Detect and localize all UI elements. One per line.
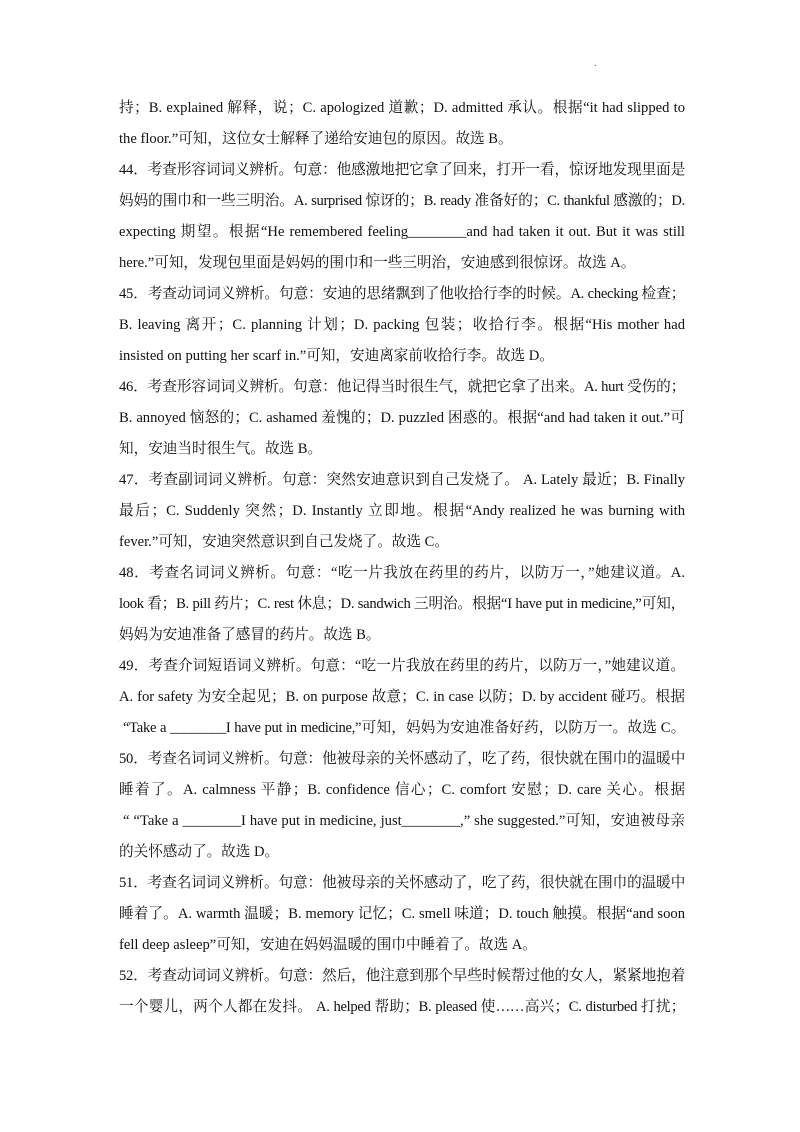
- header-dot: .: [594, 58, 597, 69]
- text-line: A. for safety 为安全起见；B. on purpose 故意；C. in case 以防；D. by accident 碰巧。根据: [119, 689, 685, 705]
- text-line: 睡着了。A. calmness 平静；B. confidence 信心；C. comfort 安慰；D. care 关心。根据: [119, 782, 685, 798]
- text-line: 最后；C. Suddenly 突然；D. Instantly 立即地。根据“Andy realized he was burning with: [119, 503, 685, 519]
- text-line: 52．考查动词词义辨析。句意：然后，他注意到那个早些时候帮过他的女人，紧紧地抱着: [119, 968, 685, 984]
- text-line: 45．考查动词词义辨析。句意：安迪的思绪飘到了他收拾行李的时候。A. checking 检查；: [119, 286, 685, 302]
- text-line: “ “Take a ________I have put in medicine, just________,” she suggested.”可知，安迪被母亲: [123, 813, 685, 829]
- answer-explanations: [119, 97, 685, 1027]
- text-line: 睡着了。A. warmth 温暖；B. memory 记忆；C. smell 味道；D. touch 触摸。根据“and soon: [119, 906, 685, 922]
- text-line: 50．考查名词词义辨析。句意：他被母亲的关怀感动了，吃了药，很快就在围巾的温暖中: [119, 751, 685, 767]
- text-line: 44．考查形容词词义辨析。句意：他感激地把它拿了回来，打开一看，惊讶地发现里面是: [119, 162, 685, 178]
- text-line: the floor.”可知，这位女士解释了递给安迪包的原因。故选 B。: [119, 131, 513, 147]
- text-line: look 看；B. pill 药片；C. rest 休息；D. sandwich 三明治。根据“I have put in medicine,”可知，: [119, 596, 685, 612]
- text-line: B. leaving 离开；C. planning 计划；D. packing 包装；收拾行李。根据“His mother had: [119, 317, 685, 333]
- text-line: fever.”可知，安迪突然意识到自己发烧了。故选 C。: [119, 534, 449, 550]
- text-line: fell deep asleep”可知，安迪在妈妈温暖的围巾中睡着了。故选 A。: [119, 937, 537, 953]
- text-line: 47．考查副词词义辨析。句意：突然安迪意识到自己发烧了。 A. Lately 最近；B. Finally: [119, 472, 685, 488]
- text-line: 一个婴儿，两个人都在发抖。 A. helped 帮助；B. pleased 使……高兴；C. disturbed 打扰；: [119, 999, 685, 1015]
- text-line: “Take a ________I have put in medicine,”可知，妈妈为安迪准备好药，以防万一。故选 C。: [123, 720, 685, 736]
- text-line: 妈妈为安迪准备了感冒的药片。故选 B。: [119, 627, 381, 643]
- text-line: 知，安迪当时很生气。故选 B。: [119, 441, 323, 457]
- text-line: B. annoyed 恼怒的；C. ashamed 羞愧的；D. puzzled 困惑的。根据“and had taken it out.”可: [119, 410, 685, 426]
- text-line: 持；B. explained 解释，说；C. apologized 道歉；D. admitted 承认。根据“it had slipped to: [119, 100, 685, 116]
- text-line: 49．考查介词短语词义辨析。句意：“吃一片我放在药里的药片，以防万一，”她建议道。: [119, 658, 685, 674]
- text-line: insisted on putting her scarf in.”可知，安迪离家前收拾行李。故选 D。: [119, 348, 554, 364]
- text-line: 48．考查名词词义辨析。句意：“吃一片我放在药里的药片，以防万一，”她建议道。A.: [119, 565, 685, 581]
- text-line: 的关怀感动了。故选 D。: [119, 844, 280, 860]
- text-line: expecting 期望。根据“He remembered feeling________and had taken it out. But it was still: [119, 224, 685, 240]
- text-line: 46．考查形容词词义辨析。句意：他记得当时很生气，就把它拿了出来。A. hurt 受伤的；: [119, 379, 685, 395]
- text-line: 妈妈的围巾和一些三明治。A. surprised 惊讶的；B. ready 准备好的；C. thankful 感激的；D.: [119, 193, 685, 209]
- text-line: here.”可知，发现包里面是妈妈的围巾和一些三明治，安迪感到很惊讶。故选 A。: [119, 255, 636, 271]
- text-line: 51．考查名词词义辨析。句意：他被母亲的关怀感动了，吃了药，很快就在围巾的温暖中: [119, 875, 685, 891]
